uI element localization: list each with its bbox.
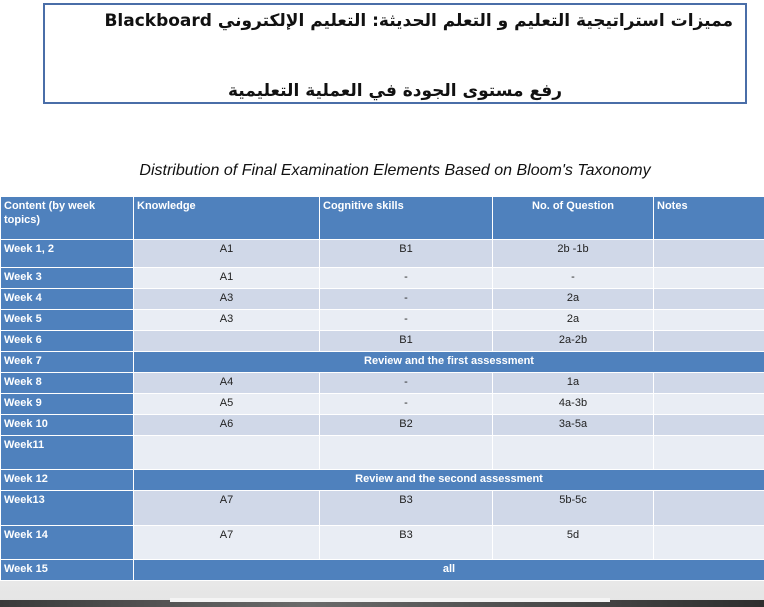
cognitive-cell: - [320,310,493,331]
knowledge-cell: A3 [134,289,320,310]
cognitive-cell: - [320,289,493,310]
week-cell: Week 5 [1,310,134,331]
cognitive-cell: - [320,394,493,415]
notes-cell [654,289,764,310]
knowledge-cell: A3 [134,310,320,331]
taxonomy-table [0,196,764,581]
table-row [1,331,764,352]
notes-cell [654,491,764,526]
week-cell: Week 1, 2 [1,240,134,268]
question-cell: - [493,268,654,289]
column-header-question-count: No. of Question [493,197,654,240]
question-cell: 1a [493,373,654,394]
cognitive-cell: B1 [320,331,493,352]
notes-cell [654,268,764,289]
column-header-notes: Notes [654,197,764,240]
week-cell: Week 14 [1,526,134,560]
knowledge-cell: A6 [134,415,320,436]
week-cell: Week 3 [1,268,134,289]
week-cell: Week 15 [1,560,134,581]
question-cell: 2a [493,310,654,331]
question-cell: 2a [493,289,654,310]
title-line-2: رفع مستوى الجودة في العملية التعليمية [228,81,562,101]
notes-cell [654,436,764,470]
week-cell: Week 12 [1,470,134,491]
question-cell [493,436,654,470]
week-cell: Week11 [1,436,134,470]
cognitive-cell: B3 [320,526,493,560]
notes-cell [654,526,764,560]
question-cell: 5d [493,526,654,560]
table-caption: Distribution of Final Examination Elements Based on Bloom's Taxonomy [139,162,651,179]
knowledge-cell: A1 [134,268,320,289]
notes-cell [654,394,764,415]
week-cell: Week 10 [1,415,134,436]
title-box [43,3,747,104]
table-row [1,526,764,560]
table-row [1,240,764,268]
table-row [1,415,764,436]
week-cell: Week 8 [1,373,134,394]
table-row [1,373,764,394]
cognitive-cell: B2 [320,415,493,436]
table-row [1,268,764,289]
week-cell: Week 4 [1,289,134,310]
notes-cell [654,240,764,268]
knowledge-cell [134,436,320,470]
column-header-content: Content (by week topics) [1,197,134,240]
merged-assessment-cell: Review and the second assessment [134,470,764,491]
question-cell: 2b -1b [493,240,654,268]
week-cell: Week13 [1,491,134,526]
merged-assessment-cell: Review and the first assessment [134,352,764,373]
week-cell: Week 6 [1,331,134,352]
knowledge-cell: A1 [134,240,320,268]
column-header-knowledge: Knowledge [134,197,320,240]
question-cell: 3a-5a [493,415,654,436]
table-row [1,436,764,470]
cognitive-cell: B3 [320,491,493,526]
cognitive-cell [320,436,493,470]
knowledge-cell [134,331,320,352]
table-row [1,560,764,581]
title-line-1: مميزات استراتيجية التعليم و التعلم الحديثة: التعليم الإلكتروني Blackboard [104,11,733,31]
table-row [1,310,764,331]
notes-cell [654,331,764,352]
table-row [1,394,764,415]
table-row [1,352,764,373]
knowledge-cell: A4 [134,373,320,394]
week-cell: Week 7 [1,352,134,373]
cognitive-cell: B1 [320,240,493,268]
table-header-row [1,197,764,240]
notes-cell [654,373,764,394]
table-row [1,470,764,491]
column-header-cognitive-skills: Cognitive skills [320,197,493,240]
question-cell: 4a-3b [493,394,654,415]
cognitive-cell: - [320,268,493,289]
question-cell: 5b-5c [493,491,654,526]
table-row [1,491,764,526]
table-row [1,289,764,310]
week-cell: Week 9 [1,394,134,415]
slide-bottom-highlight [170,598,610,602]
question-cell: 2a-2b [493,331,654,352]
cognitive-cell: - [320,373,493,394]
knowledge-cell: A5 [134,394,320,415]
knowledge-cell: A7 [134,491,320,526]
notes-cell [654,310,764,331]
notes-cell [654,415,764,436]
merged-assessment-cell: all [134,560,764,581]
knowledge-cell: A7 [134,526,320,560]
